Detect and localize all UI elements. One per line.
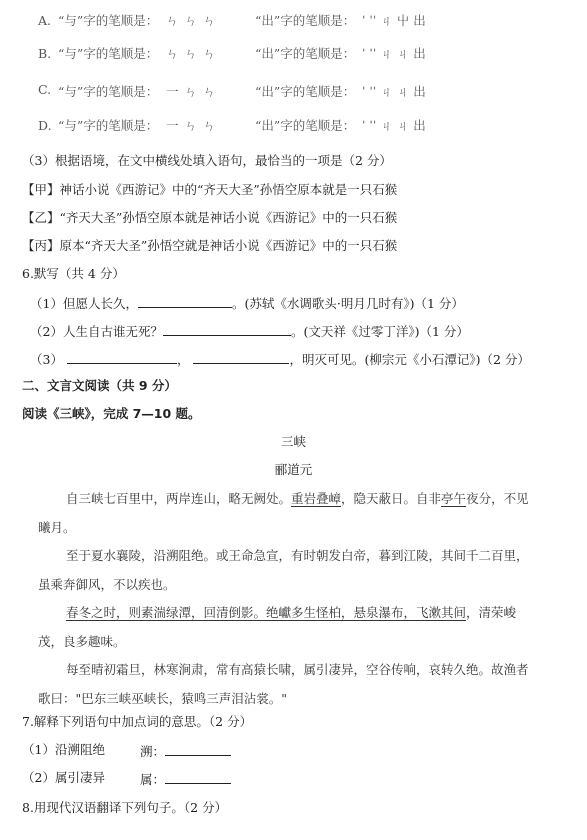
q6-item-3-source: ，明灭可见。(柳宗元《小石潭记》)（2 分） [289, 352, 530, 367]
q6-item-1-prompt: （1）但愿人长久， [30, 296, 138, 311]
q6-item-3-prompt: （3） [30, 352, 63, 367]
passage-text: 自三峡七百里中，两岸连山，略无阙处。 [66, 491, 292, 506]
q7-item-2-phrase: （2）属引凄异 [22, 770, 105, 785]
q3-option-yi: 【乙】“齐天大圣”孙悟空原本就是神话小说《西游记》中的一只石猴 [22, 210, 398, 225]
option-label: C. [38, 82, 52, 97]
section-heading: 二、文言文阅读（共 9 分） [22, 378, 177, 393]
option-label: B. [38, 46, 52, 61]
q8-title: 8.用现代汉语翻译下列句子。（2 分） [22, 800, 228, 815]
q7-item-2 [22, 770, 166, 787]
answer-blank[interactable] [165, 742, 231, 756]
option-chu-strokes: ˈ ˈˈ ㄐ ㄐ 出 [362, 118, 426, 133]
passage-text: ，清荣峻茂，良多趣味。 [38, 605, 517, 649]
answer-blank[interactable] [163, 322, 291, 336]
option-yu-text: “与”字的笔顺是： [58, 13, 159, 28]
option-chu-strokes: ˈ ˈˈ ㄐ ㄐ 出 [362, 84, 426, 99]
q6-item-2-prompt: （2）人生自古谁无死？ [30, 324, 163, 339]
option-yu-strokes: ㄣ ㄣ ㄣ [166, 46, 217, 61]
passage-paragraph-4: 每至晴初霜旦，林寒涧肃，常有高猿长啸，属引凄异，空谷传响，哀转久绝。故渔者歌曰："巴东三峡巫峡长，猿鸣三声泪沾裳。" [38, 662, 529, 706]
q6-item-2-source: 。(文天祥《过零丁洋》)（1 分） [290, 324, 469, 339]
option-yu-strokes: 一 ㄣ ㄣ [166, 118, 217, 133]
option-yu-text: “与”字的笔顺是： [58, 118, 159, 133]
option-label: D. [38, 118, 52, 133]
option-chu-strokes: ˈ ˈˈ ㄐ 屮 出 [362, 13, 426, 28]
passage-paragraph-2: 至于夏水襄陵，沿溯阻绝。或王命急宣，有时朝发白帝，暮到江陵，其间千二百里，虽乘奔御风，不以疾也。 [38, 548, 529, 592]
underlined-phrase: 亭午 [441, 491, 467, 506]
underlined-sentence: 春冬之时，则素湍绿潭，回清倒影。绝巘多生怪柏，悬泉瀑布，飞漱其间 [66, 605, 467, 620]
passage-paragraph-1 [38, 484, 534, 542]
q6-item-3 [30, 350, 530, 368]
q7-item-1-phrase: （1）沿溯阻绝 [22, 742, 105, 757]
option-label: A. [38, 13, 52, 28]
passage-paragraph-3 [38, 598, 534, 656]
option-chu-text: “出”字的笔顺是： [255, 13, 356, 28]
option-yu-text: “与”字的笔顺是： [58, 84, 159, 99]
passage-title: 三峡 [280, 434, 306, 449]
answer-blank[interactable] [138, 294, 232, 308]
q6-item-1-source: 。(苏轼《水调歌头·明月几时有》)（1 分） [231, 296, 464, 311]
q6-item-1 [30, 294, 464, 312]
answer-blank[interactable] [67, 350, 177, 364]
option-chu-text: “出”字的笔顺是： [255, 118, 356, 133]
option-chu-strokes: ˈ ˈˈ ㄐ ㄐ 出 [362, 46, 426, 61]
passage-text: 夜分，不见曦月。 [38, 491, 529, 535]
q7-item-1-word: 溯： [140, 742, 231, 760]
q3-option-jia: 【甲】神话小说《西游记》中的“齐天大圣”孙悟空原本就是一只石猴 [22, 182, 398, 197]
answer-blank[interactable] [193, 350, 289, 364]
q3-prompt: （3）根据语境，在文中横线处填入语句，最恰当的一项是（2 分） [22, 153, 392, 168]
q6-item-2 [30, 322, 469, 340]
answer-blank[interactable] [165, 770, 231, 784]
q7-item-1 [22, 742, 166, 759]
passage-text: ，隐天蔽日。自非 [341, 491, 442, 506]
reading-instruction: 阅读《三峡》，完成 7—10 题。 [22, 406, 201, 421]
option-chu-text: “出”字的笔顺是： [255, 46, 356, 61]
option-yu-strokes: 一 ㄣ ㄣ [166, 84, 217, 99]
option-yu-strokes: ㄣ ㄣ ㄣ [166, 13, 217, 28]
passage-author: 郦道元 [274, 462, 313, 477]
q7-item-2-word: 属： [140, 770, 231, 788]
option-chu-text: “出”字的笔顺是： [255, 84, 356, 99]
q6-title: 6.默写（共 4 分） [22, 266, 125, 281]
option-yu-text: “与”字的笔顺是： [58, 46, 159, 61]
q7-title: 7.解释下列语句中加点词的意思。（2 分） [22, 714, 253, 729]
underlined-phrase: 重岩叠嶂 [291, 491, 342, 506]
q3-option-bing: 【丙】原本“齐天大圣”孙悟空就是神话小说《西游记》中的一只石猴 [22, 238, 398, 253]
q6-item-3-comma: ， [176, 352, 190, 367]
